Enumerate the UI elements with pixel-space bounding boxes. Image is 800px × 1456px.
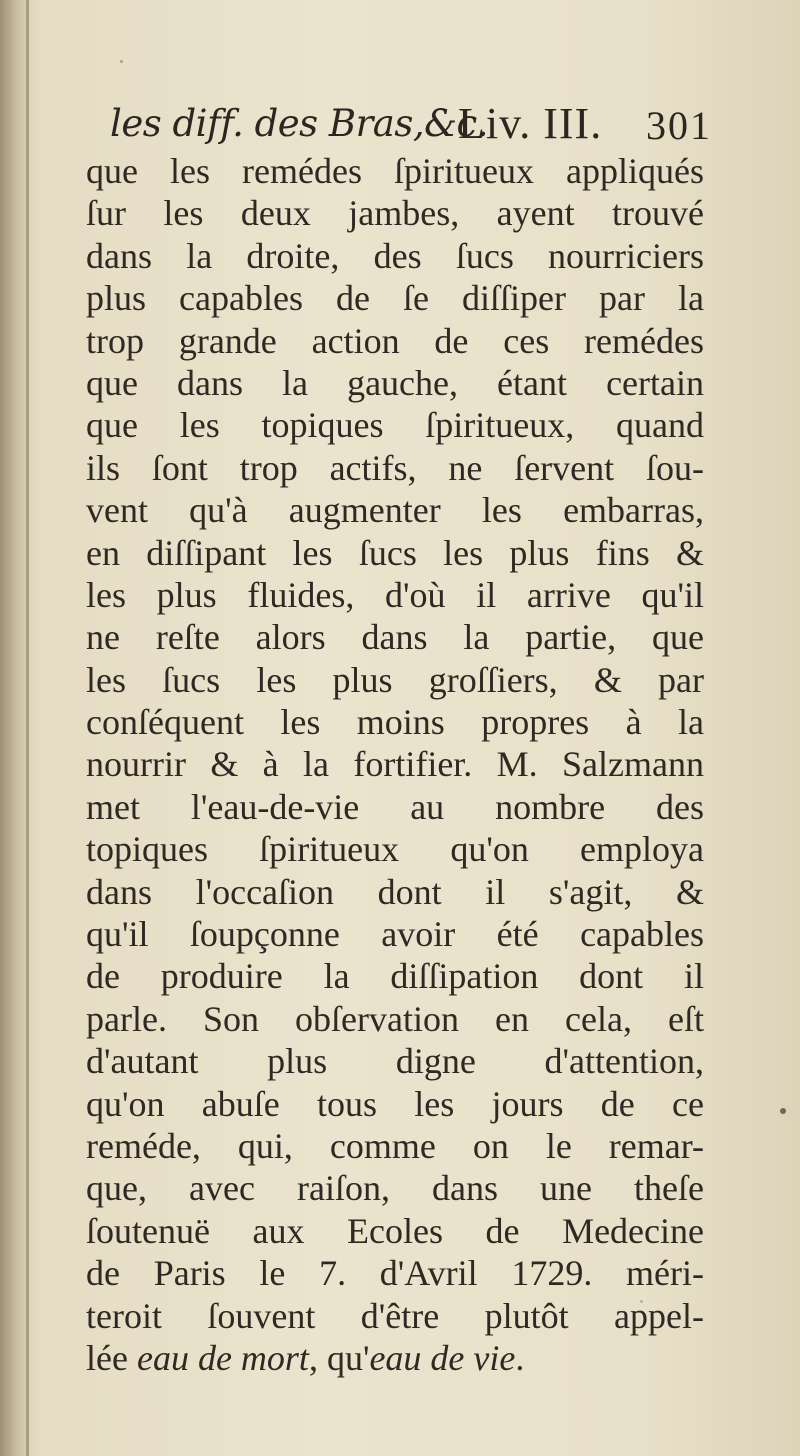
text-line: met l'eau-de-vie au nombre des xyxy=(86,786,704,827)
text-line: conſéquent les moins propres à la xyxy=(86,702,704,743)
text-line: vent qu'à augmenter les embarras, xyxy=(86,490,704,531)
running-head-section: les diff. des Bras,&c. xyxy=(110,102,489,145)
text-line: ſur les deux jambes, ayent trouvé xyxy=(86,193,704,234)
paper-speck xyxy=(120,60,123,63)
running-head-book: Liv. III. xyxy=(458,99,603,148)
text-line: reméde, qui, comme on le remar- xyxy=(86,1125,704,1166)
last-line-middle: , qu' xyxy=(308,1337,370,1378)
text-line: teroit ſouvent d'être plutôt appel- xyxy=(86,1295,704,1336)
text-line: de produire la diſſipation dont il xyxy=(86,956,704,997)
paper-speck xyxy=(640,1300,643,1303)
text-line: qu'il ſoupçonne avoir été capables xyxy=(86,914,704,955)
page-number: 301 xyxy=(646,103,712,148)
text-line: que, avec raiſon, dans une theſe xyxy=(86,1168,704,1209)
text-line: dans l'occaſion dont il s'agit, & xyxy=(86,871,704,912)
text-line: d'autant plus digne d'attention, xyxy=(86,1041,704,1082)
text-line: de Paris le 7. d'Avril 1729. méri- xyxy=(86,1253,704,1294)
italic-phrase-eau-de-vie: eau de vie xyxy=(369,1337,516,1378)
gutter-shadow xyxy=(26,0,29,1456)
text-line: ne reſte alors dans la partie, que xyxy=(86,617,704,658)
text-line: que les remédes ſpiritueux appliqués xyxy=(86,151,704,191)
text-line: plus capables de ſe diſſiper par la xyxy=(86,278,704,319)
text-line: dans la droite, des ſucs nourriciers xyxy=(86,235,704,276)
text-line: qu'on abuſe tous les jours de ce xyxy=(86,1083,704,1124)
text-line: parle. Son obſervation en cela, eſt xyxy=(86,998,704,1039)
text-line: les plus fluides, d'où il arrive qu'il xyxy=(86,574,704,615)
text-line-last xyxy=(86,1337,704,1379)
text-line: que les topiques ſpiritueux, quand xyxy=(86,405,704,446)
text-line: ils ſont trop actifs, ne ſervent ſou- xyxy=(86,447,704,488)
text-line: trop grande action de ces remédes xyxy=(86,320,704,361)
text-line: topiques ſpiritueux qu'on employa xyxy=(86,829,704,870)
last-line-end: . xyxy=(515,1337,525,1378)
paper-speck xyxy=(780,1108,786,1114)
text-line: les ſucs les plus groſſiers, & par xyxy=(86,659,704,700)
text-line: que dans la gauche, étant certain xyxy=(86,362,704,403)
body-text xyxy=(86,150,704,1379)
running-head xyxy=(110,98,710,148)
italic-phrase-eau-de-mort: eau de mort xyxy=(136,1337,309,1378)
text-line: nourrir & à la fortifier. M. Salzmann xyxy=(86,744,704,785)
last-line-lead: lée xyxy=(86,1337,137,1378)
text-line: en diſſipant les ſucs les plus fins & xyxy=(86,532,704,573)
text-line: ſoutenuë aux Ecoles de Medecine xyxy=(86,1210,704,1251)
